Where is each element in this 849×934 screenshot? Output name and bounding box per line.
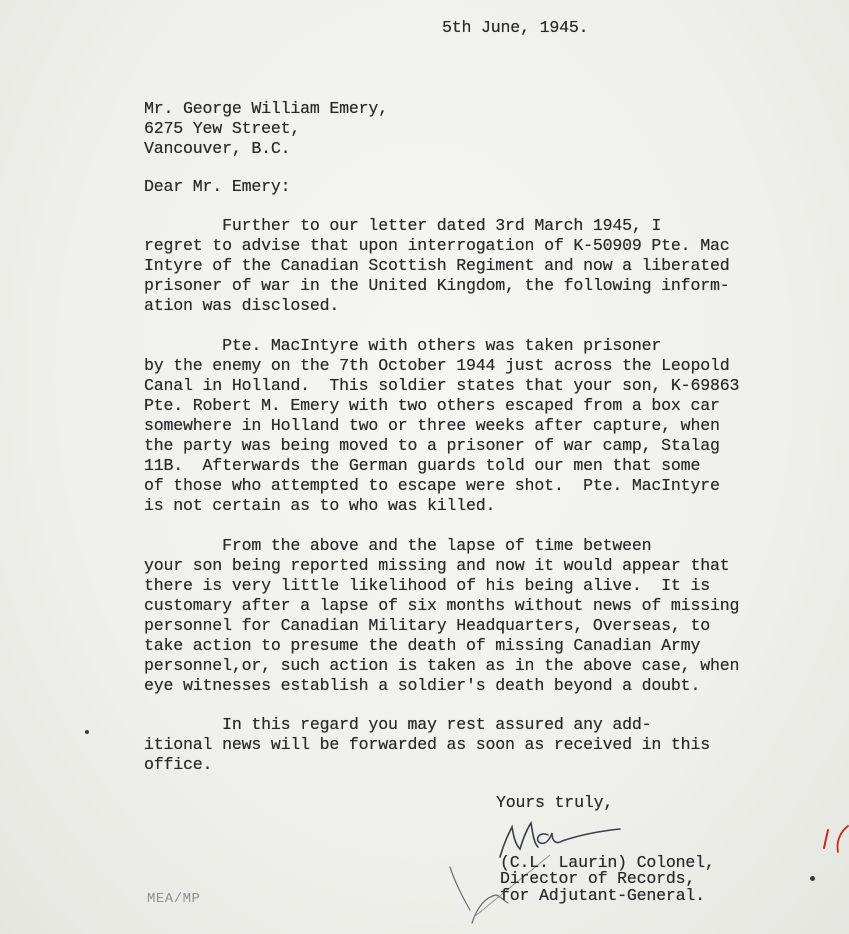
address-line-name: Mr. George William Emery, — [144, 99, 388, 118]
address-line-street: 6275 Yew Street, — [144, 119, 301, 138]
paragraph-line: Canal in Holland. This soldier states that your son, K-69863 — [144, 376, 740, 395]
paragraph-line: take action to presume the death of missing Canadian Army — [144, 636, 701, 655]
letter-date: 5th June, 1945. — [442, 18, 589, 37]
paragraph-line: ation was disclosed. — [144, 296, 340, 315]
paragraph-line: your son being reported missing and now it would appear that — [144, 556, 730, 575]
paragraph-line: personnel for Canadian Military Headquarters, Overseas, to — [144, 616, 710, 635]
paragraph-line: 11B. Afterwards the German guards told our men that some — [144, 456, 701, 475]
paragraph-line: itional news will be forwarded as soon as received in this — [144, 735, 710, 754]
paragraph-line: office. — [144, 755, 213, 774]
paragraph-line: From the above and the lapse of time between — [144, 536, 652, 555]
closing: Yours truly, — [496, 793, 614, 812]
salutation: Dear Mr. Emery: — [144, 177, 291, 196]
paragraph-line: Intyre of the Canadian Scottish Regiment and now a liberated — [144, 256, 730, 275]
paragraph-line: regret to advise that upon interrogation of K-50909 Pte. Mac — [144, 236, 730, 255]
paragraph-line: eye witnesses establish a soldier's death beyond a doubt. — [144, 676, 701, 695]
signatory-title: Director of Records, — [500, 869, 696, 888]
paragraph-line: personnel,or, such action is taken as in the above case, when — [144, 656, 740, 675]
paragraph-line: somewhere in Holland two or three weeks after capture, when — [144, 416, 720, 435]
address-line-city: Vancouver, B.C. — [144, 139, 291, 158]
paper-speck — [85, 730, 89, 734]
paragraph-line: In this regard you may rest assured any add- — [144, 715, 652, 734]
paragraph-line: customary after a lapse of six months without news of missing — [144, 596, 740, 615]
paragraph-line: prisoner of war in the United Kingdom, the following inform- — [144, 276, 730, 295]
red-pencil-mark — [820, 818, 849, 868]
paragraph-line: Further to our letter dated 3rd March 1945, I — [144, 216, 662, 235]
signatory-name: (C.L. Laurin) Colonel, — [500, 853, 715, 872]
paragraph-line: of those who attempted to escape were shot. Pte. MacIntyre — [144, 476, 720, 495]
typist-initials: MEA/MP — [147, 891, 201, 907]
paragraph-line: there is very little likelihood of his being alive. It is — [144, 576, 710, 595]
paragraph-line: Pte. Robert M. Emery with two others escaped from a box car — [144, 396, 720, 415]
paragraph-line: is not certain as to who was killed. — [144, 496, 496, 515]
signatory-office: for Adjutant-General. — [500, 886, 705, 905]
paragraph-line: the party was being moved to a prisoner of war camp, Stalag — [144, 436, 720, 455]
paper-speck — [810, 876, 815, 881]
paragraph-line: by the enemy on the 7th October 1944 just across the Leopold — [144, 356, 730, 375]
paragraph-line: Pte. MacIntyre with others was taken prisoner — [144, 336, 662, 355]
